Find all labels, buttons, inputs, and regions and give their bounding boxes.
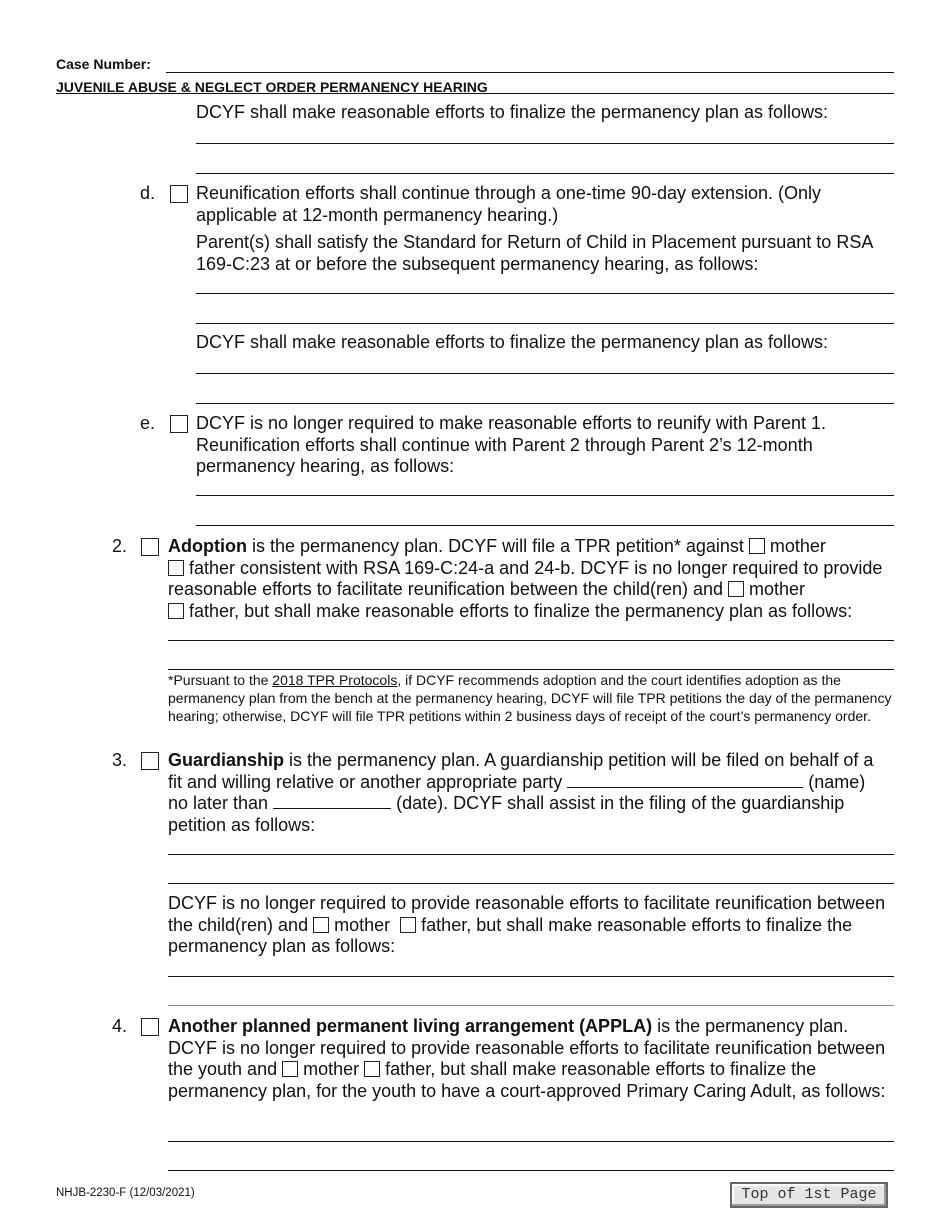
item-3-line-1[interactable] — [168, 854, 894, 855]
e-line-2[interactable] — [196, 525, 894, 526]
item-d-text2: Parent(s) shall satisfy the Standard for Return of Child in Placement pursuant to RSA 169-C:23 at or before the subsequent permanency hearing, as follows: — [196, 232, 873, 274]
item-3-checkbox[interactable] — [141, 752, 159, 770]
guardian-name-field[interactable] — [567, 772, 803, 788]
top-of-first-page-button[interactable]: Top of 1st Page — [730, 1182, 888, 1208]
item-2-mother-label-1: mother — [769, 536, 826, 556]
item-4-text-a: is the permanency plan. DCYF is no longer required to provide reasonable efforts to facilitate reunification between the youth and — [168, 1016, 886, 1079]
item-4-paragraph — [168, 1016, 894, 1102]
item-4-father-label: father — [385, 1059, 431, 1079]
item-2-father-checkbox-2[interactable] — [168, 603, 184, 619]
item-4-mother-checkbox[interactable] — [282, 1061, 298, 1077]
item-2-footnote — [168, 671, 894, 725]
item-3-father-checkbox[interactable] — [400, 917, 416, 933]
item-2-mother-label-2: mother — [749, 579, 806, 599]
item-2-father-checkbox-1[interactable] — [168, 560, 184, 576]
item-4-bold: Another planned permanent living arrangement (APPLA) — [168, 1016, 653, 1036]
footnote-text-b: , if DCYF recommends adoption and the court identifies adoption as the permanency plan from the bench at the permanency hearing, DCYF will file TPR petitions the day of the permanency hearing; otherwise, DCYF will file TPR petitions within 2 business days of receipt of the court’s permanency order. — [168, 672, 892, 724]
item-3-mother-checkbox[interactable] — [313, 917, 329, 933]
d-line-2[interactable] — [196, 323, 894, 324]
item-d-checkbox[interactable] — [170, 185, 188, 203]
d-line-3[interactable] — [196, 373, 894, 374]
item-2-checkbox[interactable] — [141, 538, 159, 556]
d-line-1[interactable] — [196, 293, 894, 294]
item-2-text-b: consistent with RSA 169-C:24-a and 24-b. DCYF is no longer required to provide reasonable efforts to facilitate reunification between the child(ren) and — [168, 557, 883, 599]
item-2-bold: Adoption — [168, 536, 247, 556]
item-d-letter: d. — [140, 183, 156, 203]
item-4-text-b: , but shall make reasonable efforts to finalize the permanency plan, for the youth to have a court-approved Primary Caring Adult, as follows: — [168, 1059, 886, 1101]
item-e-text: DCYF is no longer required to make reasonable efforts to reunify with Parent 1. Reunification efforts shall continue with Parent 2 through Parent 2’s 12-month permanency hearing, as follows: — [196, 413, 826, 476]
item-3-paragraph — [168, 750, 892, 836]
item-2-line-1[interactable] — [168, 640, 894, 641]
case-number-field[interactable] — [166, 72, 894, 73]
item-4-line-2[interactable] — [168, 1170, 894, 1171]
item-4-father-checkbox[interactable] — [364, 1061, 380, 1077]
date-label: (date). DCYF shall assist in the filing of the guardianship petition as follows: — [168, 793, 845, 835]
item-2-father-label-2: father — [189, 600, 235, 621]
case-number-label: Case Number: — [56, 56, 151, 72]
item-3-text-d: , but shall make reasonable efforts to finalize the permanency plan as follows: — [168, 914, 853, 956]
item-2-paragraph — [168, 536, 890, 622]
item-3-line-3[interactable] — [168, 976, 894, 977]
name-label: (name) — [803, 771, 866, 792]
item-d-text1: Reunification efforts shall continue through a one-time 90-day extension. (Only applicable at 12-month permanency hearing.) — [196, 183, 822, 225]
item-e-letter: e. — [140, 413, 156, 433]
item-2-line-2[interactable] — [168, 669, 894, 670]
item-3-paragraph-2 — [168, 893, 892, 958]
item-3-bold: Guardianship — [168, 750, 285, 770]
item-2-mother-checkbox-1[interactable] — [749, 538, 765, 554]
item-3-text-a: is the permanency plan. A guardianship petition will be filed on behalf of a fit and willing relative or another appropriate party — [168, 750, 874, 792]
title-rule — [56, 93, 894, 94]
form-id: NHJB-2230-F (12/03/2021) — [56, 1187, 195, 1199]
item-3-text-c: DCYF is no longer required to provide reasonable efforts to facilitate reunification between the child(ren) and — [168, 893, 886, 935]
footnote-text-a: *Pursuant to the — [168, 672, 273, 688]
item-2-father-label-1: father — [189, 557, 236, 578]
item-3-number: 3. — [112, 750, 128, 770]
e-line-1[interactable] — [196, 495, 894, 496]
form-title: JUVENILE ABUSE & NEGLECT ORDER PERMANENCY HEARING — [56, 79, 488, 95]
c-line-2[interactable] — [196, 173, 894, 174]
item-4-number: 4. — [112, 1016, 128, 1036]
item-e-checkbox[interactable] — [170, 415, 188, 433]
item-4-checkbox[interactable] — [141, 1018, 159, 1036]
item-2-mother-checkbox-2[interactable] — [728, 581, 744, 597]
item-2-text-c: , but shall make reasonable efforts to finalize the permanency plan as follows: — [234, 600, 853, 621]
item-2-text-a: is the permanency plan. DCYF will file a TPR petition* against — [246, 536, 749, 556]
item-2-number: 2. — [112, 536, 128, 556]
d-dcyf-text: DCYF shall make reasonable efforts to finalize the permanency plan as follows: — [196, 332, 828, 352]
c-dcyf-text: DCYF shall make reasonable efforts to finalize the permanency plan as follows: — [196, 102, 828, 122]
tpr-protocols-link[interactable]: 2018 TPR Protocols — [272, 672, 398, 688]
item-4-mother-label: mother — [303, 1059, 360, 1079]
item-3-mother-label: mother — [334, 914, 391, 935]
item-3-line-4[interactable] — [168, 1005, 894, 1006]
item-4-line-1[interactable] — [168, 1141, 894, 1142]
c-line-1[interactable] — [196, 143, 894, 144]
item-3-line-2[interactable] — [168, 883, 894, 884]
guardianship-date-field[interactable] — [273, 793, 391, 809]
d-line-4[interactable] — [196, 403, 894, 404]
item-3-father-label: father — [421, 914, 467, 935]
item-3-text-b: no later than — [168, 793, 274, 813]
